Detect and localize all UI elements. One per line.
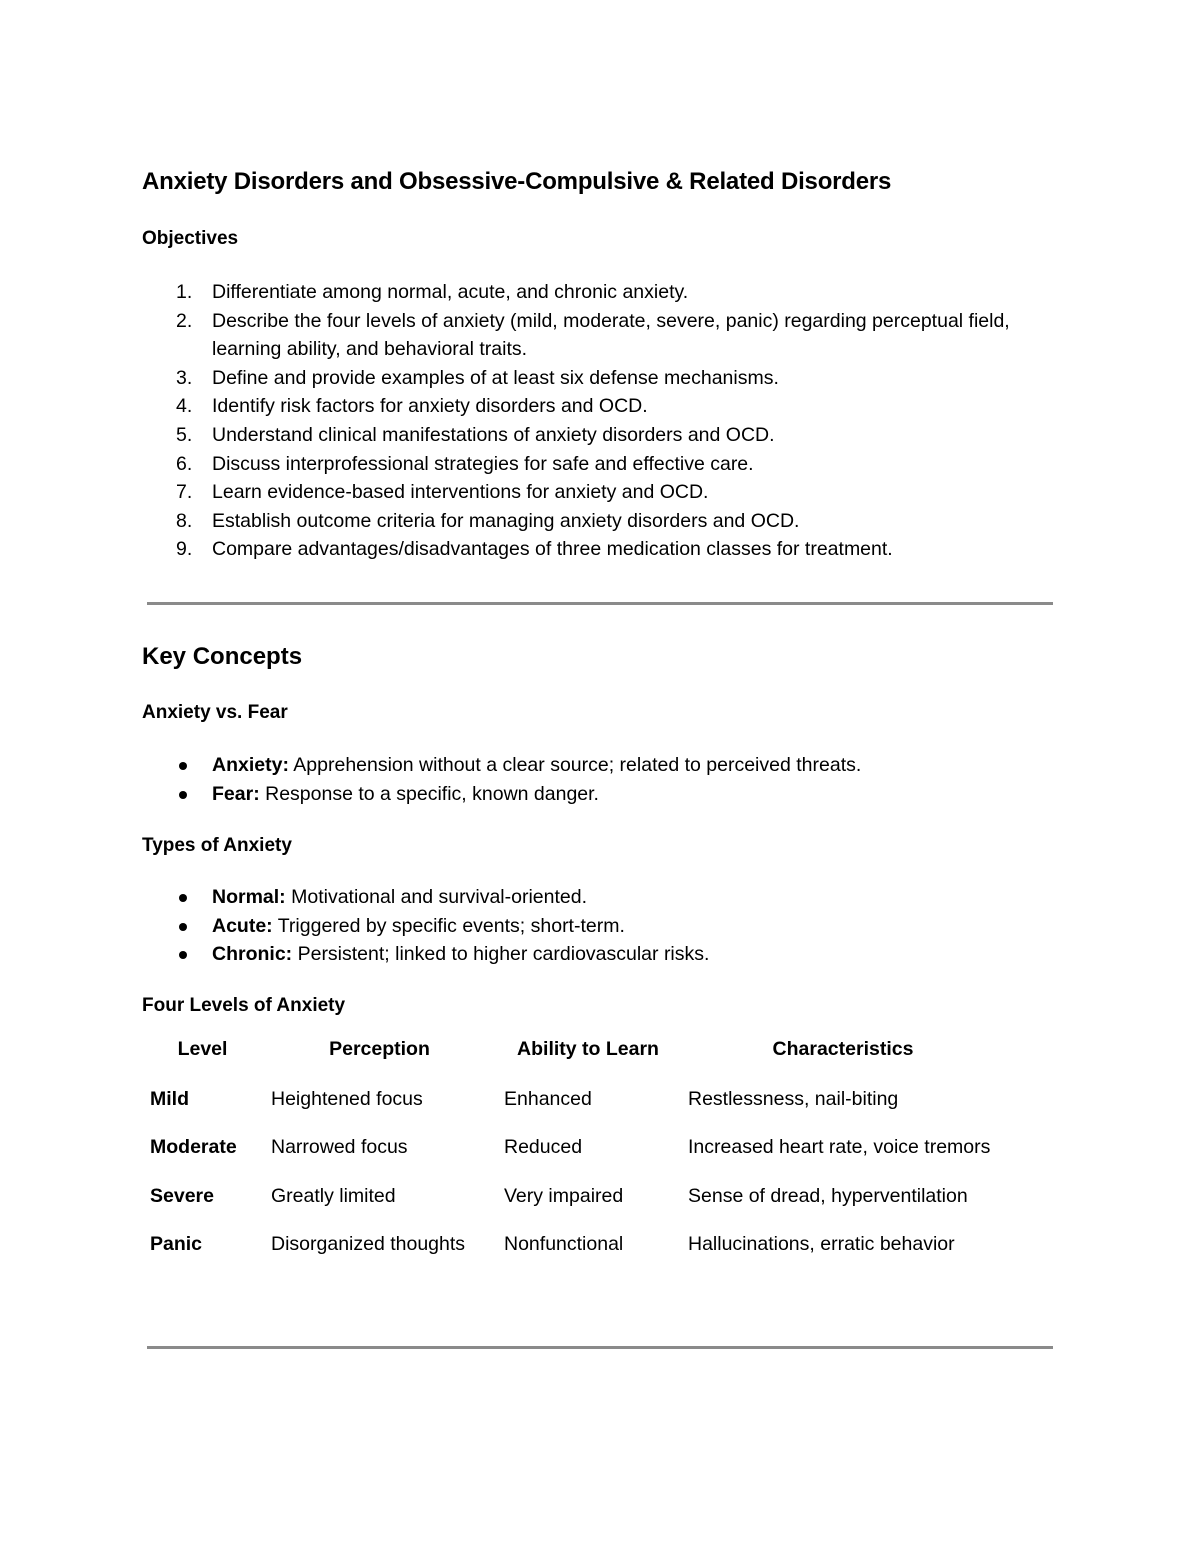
document-title: Anxiety Disorders and Obsessive-Compulsive & Related Disorders (142, 168, 892, 195)
list-item: 2. Describe the four levels of anxiety (mild, moderate, severe, panic) regarding perceptual field, learning ability, and behavioral traits. (176, 309, 1010, 361)
list-item: Chronic: Persistent; linked to higher cardiovascular risks. (142, 940, 1057, 969)
bullet-icon (179, 762, 187, 770)
list-item: 1. Differentiate among normal, acute, and chronic anxiety. (176, 281, 689, 303)
list-item: 6. Discuss interprofessional strategies for safe and effective care. (176, 452, 754, 475)
table-cell: Hallucinations, erratic behavior (688, 1233, 955, 1256)
list-item: 8. Establish outcome criteria for managing anxiety disorders and OCD. (176, 509, 800, 532)
types-of-anxiety-heading: Types of Anxiety (142, 835, 292, 856)
bullet-icon (179, 894, 187, 902)
table-row (142, 1079, 1006, 1128)
bullet-icon (179, 923, 187, 931)
table-cell: Very impaired (504, 1184, 624, 1207)
table-cell: Moderate (150, 1136, 237, 1159)
table-cell: Mild (150, 1087, 189, 1110)
section-divider (147, 1346, 1053, 1349)
anxiety-levels-table (142, 1030, 1006, 1273)
table-cell: Sense of dread, hyperventilation (688, 1184, 968, 1207)
table-cell: Disorganized thoughts (271, 1233, 466, 1256)
list-item: 4. Identify risk factors for anxiety disorders and OCD. (176, 395, 648, 418)
column-header-level: Level (177, 1038, 228, 1060)
list-item: Fear: Response to a specific, known danger. (142, 780, 1057, 809)
column-header-characteristics: Characteristics (772, 1038, 914, 1060)
table-cell: Restlessness, nail-biting (688, 1087, 899, 1110)
anxiety-vs-fear-list (142, 751, 1057, 808)
list-item: 9. Compare advantages/disadvantages of three medication classes for treatment. (176, 538, 893, 561)
objectives-list (142, 278, 1057, 564)
list-item: Anxiety: Apprehension without a clear source; related to perceived threats. (142, 751, 1057, 780)
table-cell: Panic (150, 1233, 203, 1256)
table-row (142, 1224, 1006, 1273)
table-cell: Enhanced (504, 1087, 592, 1110)
column-header-ability: Ability to Learn (517, 1038, 659, 1060)
column-header-perception: Perception (329, 1038, 430, 1060)
table-cell: Nonfunctional (504, 1233, 624, 1256)
list-item: Normal: Motivational and survival-oriented. (142, 883, 1057, 912)
table-header-row (142, 1030, 1006, 1079)
table-cell: Increased heart rate, voice tremors (688, 1136, 991, 1159)
anxiety-vs-fear-heading: Anxiety vs. Fear (142, 702, 288, 723)
list-item: 3. Define and provide examples of at least six defense mechanisms. (176, 366, 779, 389)
table-cell: Reduced (504, 1136, 583, 1159)
list-item: Acute: Triggered by specific events; short-term. (142, 912, 1057, 941)
bullet-icon (179, 791, 187, 799)
types-of-anxiety-list (142, 883, 1057, 969)
list-item: 7. Learn evidence-based interventions for anxiety and OCD. (176, 481, 709, 504)
section-divider (147, 602, 1053, 605)
table-cell: Heightened focus (271, 1087, 423, 1110)
table-row (142, 1127, 1006, 1176)
table-cell: Narrowed focus (271, 1136, 408, 1159)
four-levels-heading: Four Levels of Anxiety (142, 995, 346, 1016)
bullet-icon (179, 951, 187, 959)
table-cell: Severe (150, 1184, 214, 1207)
objectives-heading: Objectives (142, 228, 239, 249)
key-concepts-heading: Key Concepts (142, 643, 303, 670)
table-cell: Greatly limited (271, 1184, 396, 1207)
table-row (142, 1176, 1006, 1225)
list-item: 5. Understand clinical manifestations of anxiety disorders and OCD. (176, 423, 775, 446)
